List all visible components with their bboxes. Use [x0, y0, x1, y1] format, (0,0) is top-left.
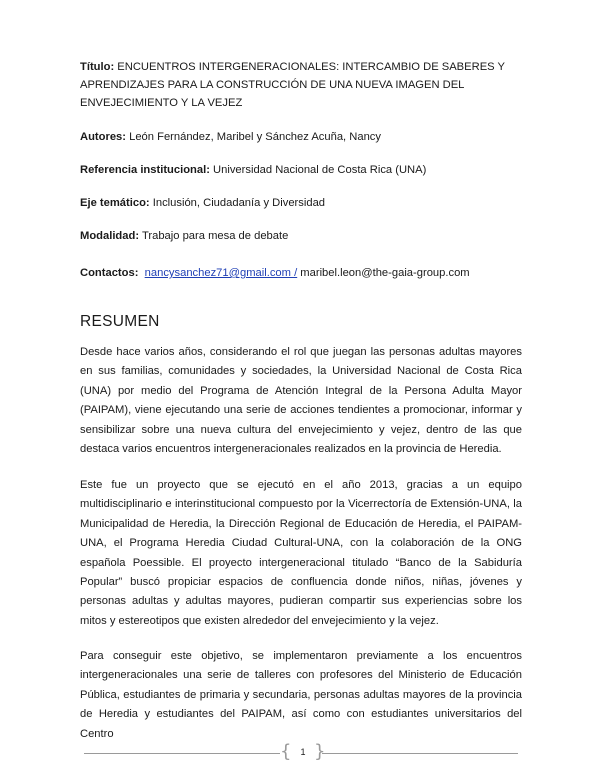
contact-email-secondary: maribel.leon@the-gaia-group.com — [297, 267, 470, 279]
modality-line — [80, 227, 526, 245]
institution-label: Referencia institucional: — [80, 164, 210, 176]
title-label: Título: — [80, 61, 115, 73]
summary-paragraph-2: Este fue un proyecto que se ejecutó en el año 2013, gracias a un equipo multidisciplinario e interinstitucional compuesto por la Vicerrectoría de Extensión-UNA, la Municipalidad de Heredia, la Dirección Regional de Educación de Heredia, el PAIPAM-UNA, el Programa Heredia Ciudad Cultural-UNA, con la colaboración de la ONG española Poessible. El proyecto intergeneracional titulado “Banco de la Sabiduría Popular” buscó propiciar espacios de confluencia donde niños, niñas, jóvenes y personas adultas y adultas mayores, pudieran compartir sus experiencias sobre los mitos y estereotipos que existen alrededor del envejecimiento y la vejez. — [80, 479, 522, 627]
contact-email-link[interactable]: nancysanchez71@gmail.com / — [144, 267, 298, 279]
authors-text: León Fernández, Maribel y Sánchez Acuña, Nancy — [126, 131, 381, 143]
authors-label: Autores: — [80, 131, 126, 143]
footer-rule-left — [84, 753, 280, 754]
title-line — [80, 58, 526, 112]
thematic-axis-line — [80, 194, 526, 212]
modality-text: Trabajo para mesa de debate — [139, 230, 289, 242]
summary-paragraph-1: Desde hace varios años, considerando el rol que juegan las personas adultas mayores en sus familias, comunidades y sociedades, la Universidad Nacional de Costa Rica (UNA) por medio del Programa de Atención Integral de la Persona Adulta Mayor (PAIPAM), viene ejecutando una serie de acciones tendientes a promocionar, informar y sensibilizar sobre una nueva cultura del envejecimiento y vejez, dentro de las que destaca varios encuentros intergeneracionales realizados en la provincia de Heredia. — [80, 346, 522, 456]
footer-bracket-right: } — [314, 741, 326, 762]
modality-label: Modalidad: — [80, 230, 140, 242]
contacts-line — [80, 264, 526, 282]
thematic-axis-label: Eje temático: — [80, 197, 150, 209]
contacts-label: Contactos: — [80, 267, 139, 279]
thematic-axis-text: Inclusión, Ciudadanía y Diversidad — [149, 197, 326, 209]
page-number: 1 — [300, 747, 306, 757]
institution-text: Universidad Nacional de Costa Rica (UNA) — [209, 164, 427, 176]
authors-line — [80, 128, 526, 146]
summary-heading: RESUMEN — [80, 313, 160, 330]
footer-rule-right — [322, 753, 518, 754]
summary-paragraph-3: Para conseguir este objetivo, se implementaron previamente a los encuentros intergeneracionales una serie de talleres con profesores del Ministerio de Educación Pública, estudiantes de primaria y secundaria, personas adultas mayores de la provincia de Heredia y estudiantes del PAIPAM, así como con estudiantes universitarios del Centro — [80, 650, 522, 740]
title-text: ENCUENTROS INTERGENERACIONALES: INTERCAMBIO DE SABERES Y APRENDIZAJES PARA LA CONSTRUCCIÓN DE UNA NUEVA IMAGEN DEL ENVEJECIMIENTO Y LA VEJEZ — [80, 61, 505, 109]
footer-bracket-left: { — [280, 741, 292, 762]
institution-line — [80, 161, 526, 179]
